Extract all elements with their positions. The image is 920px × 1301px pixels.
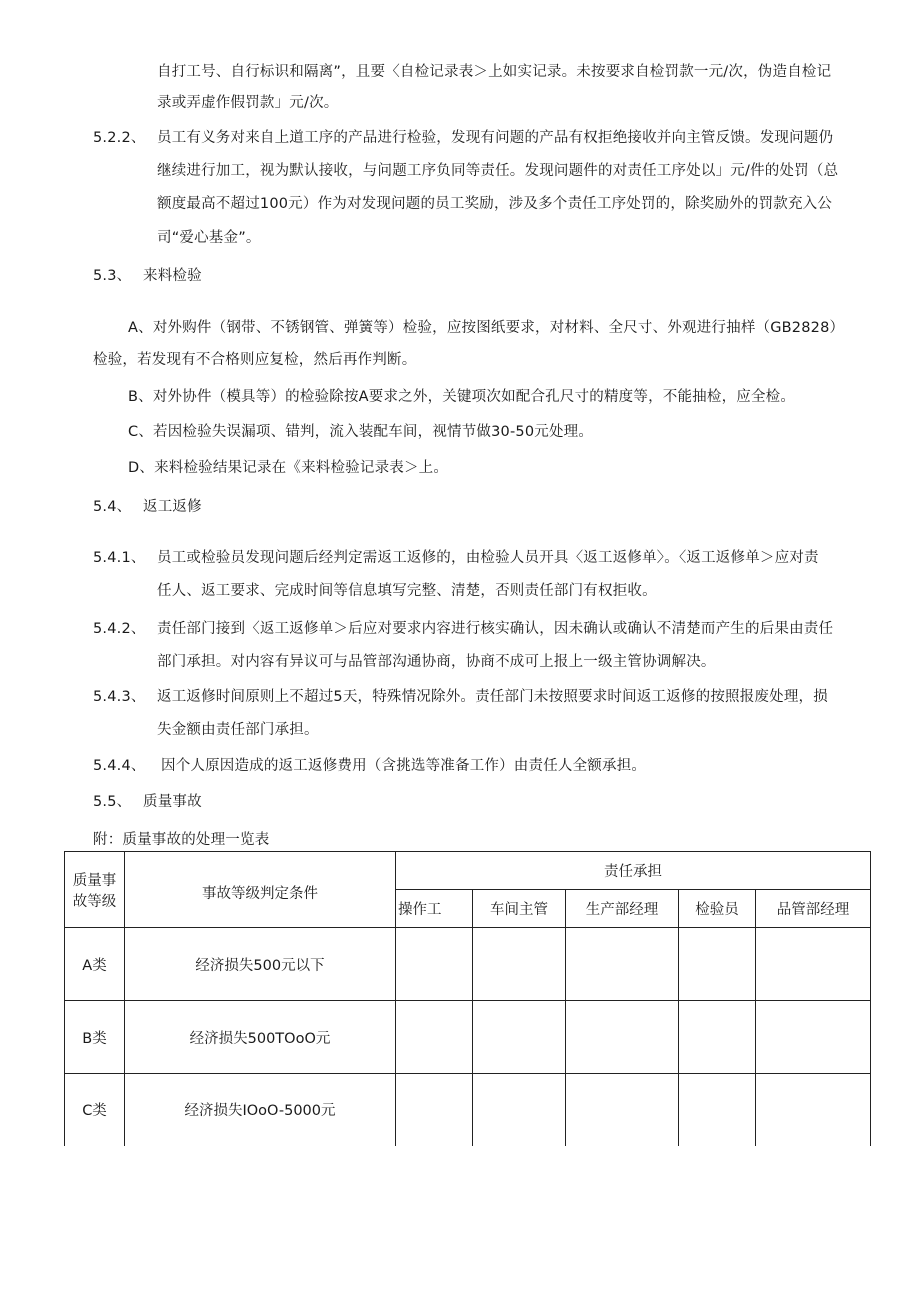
para-line: 检验，若发现有不合格则应复检，然后再作判断。 xyxy=(93,352,417,368)
para-line: A、对外购件（钢带、不锈钢管、弹簧等）检验，应按图纸要求，对材料、全尺寸、外观进行抽样（GB2828） xyxy=(128,320,845,336)
para-line: D、来料检验结果记录在《来料检验记录表＞上。 xyxy=(128,460,449,476)
para-line: B、对外协件（模具等）的检验除按A要求之外，关键项次如配合孔尺寸的精度等，不能抽检，应全检。 xyxy=(128,389,796,405)
section-number: 5.4.1、 xyxy=(93,550,146,566)
table-caption: 附：质量事故的处理一览表 xyxy=(93,832,270,848)
row-condition: 经济损失500TOoO元 xyxy=(125,1001,396,1074)
header-responsibility: 责任承担 xyxy=(396,852,871,890)
header-role: 操作工 xyxy=(396,890,473,928)
header-role: 检验员 xyxy=(679,890,756,928)
table-cell xyxy=(473,1074,566,1146)
section-title: 来料检验 xyxy=(143,268,202,284)
header-role: 品管部经理 xyxy=(756,890,871,928)
row-level: A类 xyxy=(65,928,125,1001)
section-number: 5.4.4、 xyxy=(93,758,146,774)
header-role: 车间主管 xyxy=(473,890,566,928)
para-line: 失金额由责任部门承担。 xyxy=(157,722,319,738)
table-row xyxy=(65,1074,871,1146)
header-level-line: 质量事 xyxy=(72,872,117,889)
para-line: 额度最高不超过100元）作为对发现问题的员工奖励，涉及多个责任工序处罚的，除奖励外的罚款充入公 xyxy=(157,196,833,212)
table-cell xyxy=(473,928,566,1001)
section-number: 5.4.3、 xyxy=(93,689,146,705)
table-cell xyxy=(396,928,473,1001)
para-line: 员工有义务对来自上道工序的产品进行检验，发现有问题的产品有权拒绝接收并向主管反馈。发现问题仍 xyxy=(157,130,834,146)
row-level: C类 xyxy=(65,1074,125,1146)
section-number: 5.4、 xyxy=(93,499,132,515)
para-line: 返工返修时间原则上不超过5天，特殊情况除外。责任部门未按照要求时间返工返修的按照报废处理，损 xyxy=(157,689,828,705)
table-cell xyxy=(679,1001,756,1074)
table-row xyxy=(65,928,871,1001)
para-line: 继续进行加工，视为默认接收，与问题工序负同等责任。发现问题件的对责任工序处以」元/件的处罚（总 xyxy=(157,163,839,179)
table-row xyxy=(65,1001,871,1074)
table-cell xyxy=(679,928,756,1001)
row-condition: 经济损失IOoO-5000元 xyxy=(125,1074,396,1146)
header-level-line: 故等级 xyxy=(72,893,117,910)
table-cell xyxy=(756,1001,871,1074)
table-cell xyxy=(396,1074,473,1146)
para-line: C、若因检验失误漏项、错判，流入装配车间，视情节做30-50元处理。 xyxy=(128,424,594,440)
table-cell xyxy=(756,1074,871,1146)
row-condition: 经济损失500元以下 xyxy=(125,928,396,1001)
para-line: 部门承担。对内容有异议可与品管部沟通协商，协商不成可上报上一级主管协调解决。 xyxy=(157,654,716,670)
section-title: 返工返修 xyxy=(143,499,202,515)
para-line: 员工或检验员发现问题后经判定需返工返修的，由检验人员开具〈返工返修单〉。〈返工返修单＞应对责 xyxy=(157,550,819,566)
para-line: 因个人原因造成的返工返修费用（含挑选等准备工作）由责任人全额承担。 xyxy=(161,758,647,774)
section-title: 质量事故 xyxy=(143,794,202,810)
table-cell xyxy=(566,928,679,1001)
table-cell xyxy=(566,1074,679,1146)
header-level xyxy=(65,852,125,928)
header-condition: 事故等级判定条件 xyxy=(125,852,396,928)
para-line: 录或弄虚作假罚款」元/次。 xyxy=(157,95,339,111)
row-level: B类 xyxy=(65,1001,125,1074)
table-cell xyxy=(473,1001,566,1074)
header-role: 生产部经理 xyxy=(566,890,679,928)
para-line: 任人、返工要求、完成时间等信息填写完整、清楚，否则责任部门有权拒收。 xyxy=(157,583,657,599)
table-cell xyxy=(566,1001,679,1074)
section-number: 5.4.2、 xyxy=(93,621,146,637)
para-line: 司“爱心基金”。 xyxy=(157,230,261,246)
section-number: 5.2.2、 xyxy=(93,130,146,146)
section-number: 5.5、 xyxy=(93,794,132,810)
table-cell xyxy=(756,928,871,1001)
table-cell xyxy=(679,1074,756,1146)
quality-accident-table xyxy=(64,851,871,1146)
para-line: 责任部门接到〈返工返修单＞后应对要求内容进行核实确认，因未确认或确认不清楚而产生的后果由责任 xyxy=(157,621,834,637)
para-line: 自打工号、自行标识和隔离”，且要〈自检记录表＞上如实记录。未按要求自检罚款一元/次，伪造自检记 xyxy=(157,64,832,80)
table-cell xyxy=(396,1001,473,1074)
section-number: 5.3、 xyxy=(93,268,132,284)
